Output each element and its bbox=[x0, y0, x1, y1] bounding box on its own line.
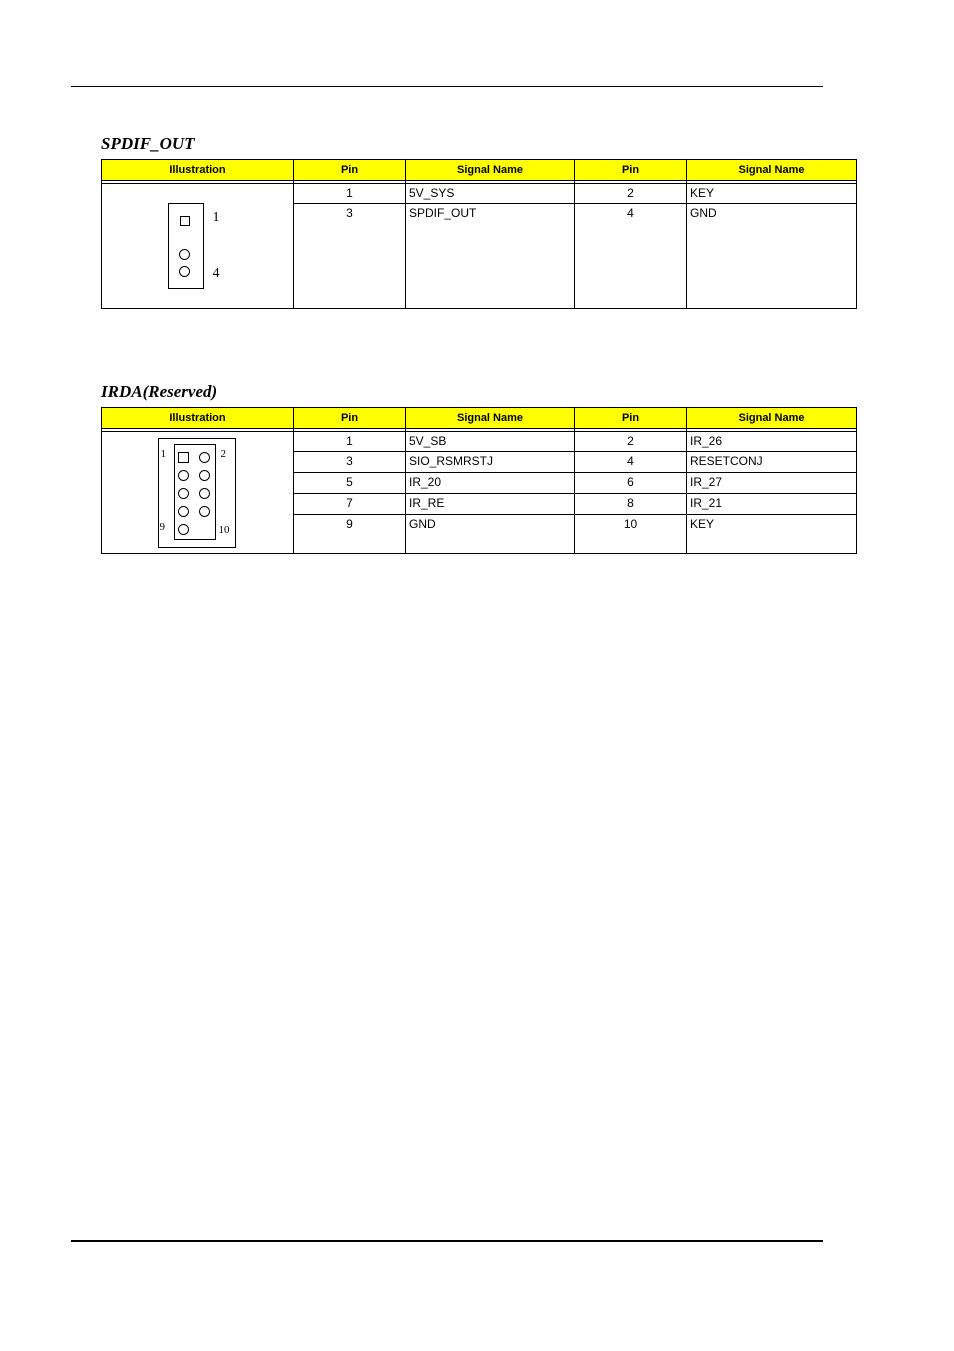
header-rule bbox=[71, 86, 823, 87]
signal-name: SIO_RSMRSTJ bbox=[406, 452, 575, 473]
signal-name: 5V_SYS bbox=[406, 184, 575, 204]
header-pin: Pin bbox=[575, 408, 687, 429]
header-pin: Pin bbox=[294, 160, 406, 181]
pin-label-first: 1 bbox=[212, 210, 220, 225]
pin-number: 1 bbox=[294, 184, 406, 204]
pin-number: 5 bbox=[294, 473, 406, 494]
pin-number: 7 bbox=[294, 494, 406, 515]
header-illustration: Illustration bbox=[102, 160, 294, 181]
signal-name: SPDIF_OUT bbox=[406, 204, 575, 309]
irda-section-title: IRDA(Reserved) bbox=[101, 382, 218, 401]
pin-7-round bbox=[178, 506, 189, 517]
pin-1-square bbox=[178, 452, 189, 463]
header-signal-name: Signal Name bbox=[406, 408, 575, 429]
signal-name: 5V_SB bbox=[406, 432, 575, 452]
pin-number: 4 bbox=[575, 204, 687, 309]
pin-label-2: 2 bbox=[220, 447, 226, 460]
table-row bbox=[102, 184, 857, 204]
irda-pin-table bbox=[101, 407, 857, 554]
header-signal-name: Signal Name bbox=[406, 160, 575, 181]
header-illustration: Illustration bbox=[102, 408, 294, 429]
table-header-row bbox=[102, 160, 857, 181]
pin-4-round bbox=[199, 470, 210, 481]
pin-number: 10 bbox=[575, 515, 687, 554]
pin-3-round bbox=[179, 249, 190, 260]
irda-connector-diagram bbox=[158, 438, 238, 548]
signal-name: IR_RE bbox=[406, 494, 575, 515]
spdif-illustration bbox=[102, 184, 294, 309]
signal-name: KEY bbox=[687, 515, 857, 554]
pin-number: 6 bbox=[575, 473, 687, 494]
table-header-row bbox=[102, 408, 857, 429]
pin-number: 3 bbox=[294, 204, 406, 309]
spdif-connector-diagram bbox=[158, 200, 238, 292]
signal-name: IR_27 bbox=[687, 473, 857, 494]
pin-2-round bbox=[199, 452, 210, 463]
signal-name: IR_26 bbox=[687, 432, 857, 452]
signal-name: RESETCONJ bbox=[687, 452, 857, 473]
pin-6-round bbox=[199, 488, 210, 499]
pin-number: 3 bbox=[294, 452, 406, 473]
pin-label-last: 4 bbox=[212, 266, 220, 281]
irda-illustration bbox=[102, 432, 294, 554]
header-signal-name: Signal Name bbox=[687, 408, 857, 429]
pin-number: 2 bbox=[575, 184, 687, 204]
pin-9-round bbox=[178, 524, 189, 535]
table-row bbox=[102, 432, 857, 452]
header-pin: Pin bbox=[575, 160, 687, 181]
pin-1-square bbox=[180, 216, 190, 226]
pin-number: 9 bbox=[294, 515, 406, 554]
pin-8-round bbox=[199, 506, 210, 517]
pin-number: 8 bbox=[575, 494, 687, 515]
pin-number: 1 bbox=[294, 432, 406, 452]
pin-label-9: 9 bbox=[159, 520, 165, 533]
signal-name: IR_21 bbox=[687, 494, 857, 515]
header-pin: Pin bbox=[294, 408, 406, 429]
pin-number: 2 bbox=[575, 432, 687, 452]
signal-name: IR_20 bbox=[406, 473, 575, 494]
spdif-pin-table bbox=[101, 159, 857, 309]
pin-3-round bbox=[178, 470, 189, 481]
pin-label-10: 10 bbox=[218, 523, 230, 536]
spdif-section-title: SPDIF_OUT bbox=[101, 134, 195, 153]
pin-label-1: 1 bbox=[160, 447, 166, 460]
header-signal-name: Signal Name bbox=[687, 160, 857, 181]
pin-number: 4 bbox=[575, 452, 687, 473]
signal-name: GND bbox=[687, 204, 857, 309]
signal-name: GND bbox=[406, 515, 575, 554]
pin-5-round bbox=[178, 488, 189, 499]
pin-4-round bbox=[179, 266, 190, 277]
signal-name: KEY bbox=[687, 184, 857, 204]
footer-rule bbox=[71, 1240, 823, 1242]
